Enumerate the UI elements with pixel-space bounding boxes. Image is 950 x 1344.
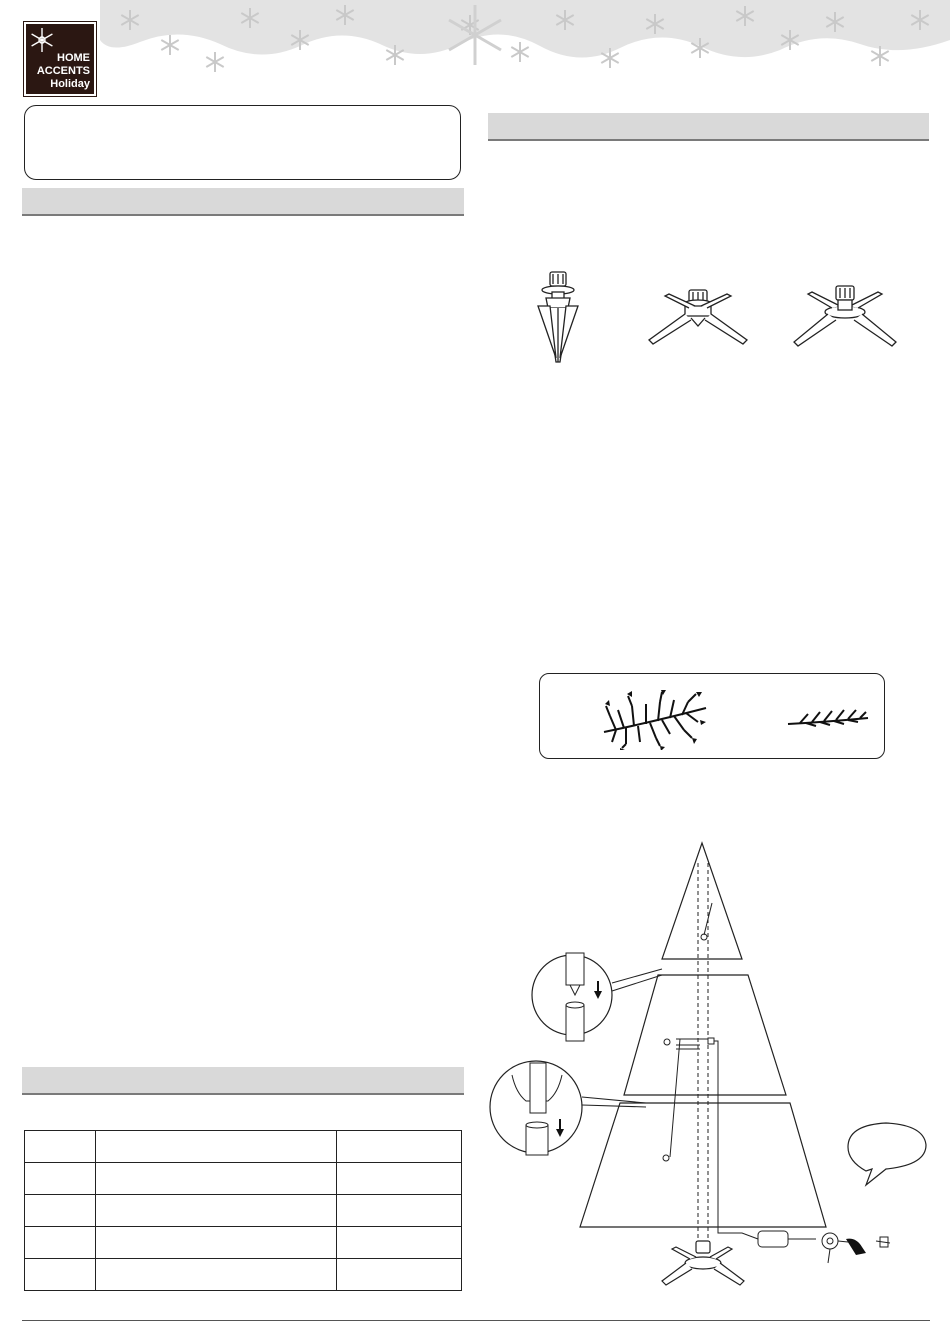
tree-middle-section (624, 975, 786, 1095)
table-row (25, 1227, 462, 1259)
brand-logo (24, 22, 96, 96)
table-cell (337, 1131, 462, 1163)
fluffed-branch-icon (602, 688, 712, 750)
table-cell (25, 1259, 96, 1291)
section-header-right-top (488, 113, 929, 141)
table-cell (25, 1195, 96, 1227)
parts-table (24, 1130, 462, 1291)
table-cell (25, 1163, 96, 1195)
table-cell (337, 1163, 462, 1195)
notice-box (24, 105, 461, 180)
table-row (25, 1195, 462, 1227)
table-row (25, 1259, 462, 1291)
branch-fluffing-box (539, 673, 885, 759)
brand-line-3: Holiday (50, 78, 90, 90)
table-cell (96, 1227, 337, 1259)
spike-stand-icon (528, 268, 588, 366)
footer-rule (22, 1320, 930, 1321)
table-cell (337, 1227, 462, 1259)
table-cell (96, 1195, 337, 1227)
table-cell (337, 1195, 462, 1227)
snowflake-banner (0, 0, 950, 95)
snowflake-icon (28, 26, 56, 54)
section-header-left-bottom (22, 1067, 464, 1095)
controller-box (758, 1231, 788, 1247)
metal-stand-icon (645, 286, 753, 350)
table-row (25, 1163, 462, 1195)
table-cell (96, 1259, 337, 1291)
unfluffed-branch-icon (786, 704, 870, 732)
table-cell (25, 1131, 96, 1163)
brand-line-1: HOME (57, 52, 90, 64)
brand-line-2: ACCENTS (36, 65, 90, 77)
tree-top-section (662, 843, 742, 959)
table-cell (337, 1259, 462, 1291)
table-cell (96, 1131, 337, 1163)
x-base-stand-icon (790, 282, 900, 350)
table-cell (96, 1163, 337, 1195)
table-cell (25, 1227, 96, 1259)
table-row (25, 1131, 462, 1163)
tree-bottom-section (580, 1103, 826, 1227)
tree-assembly-diagram (486, 835, 936, 1295)
section-header-left-top (22, 188, 464, 216)
